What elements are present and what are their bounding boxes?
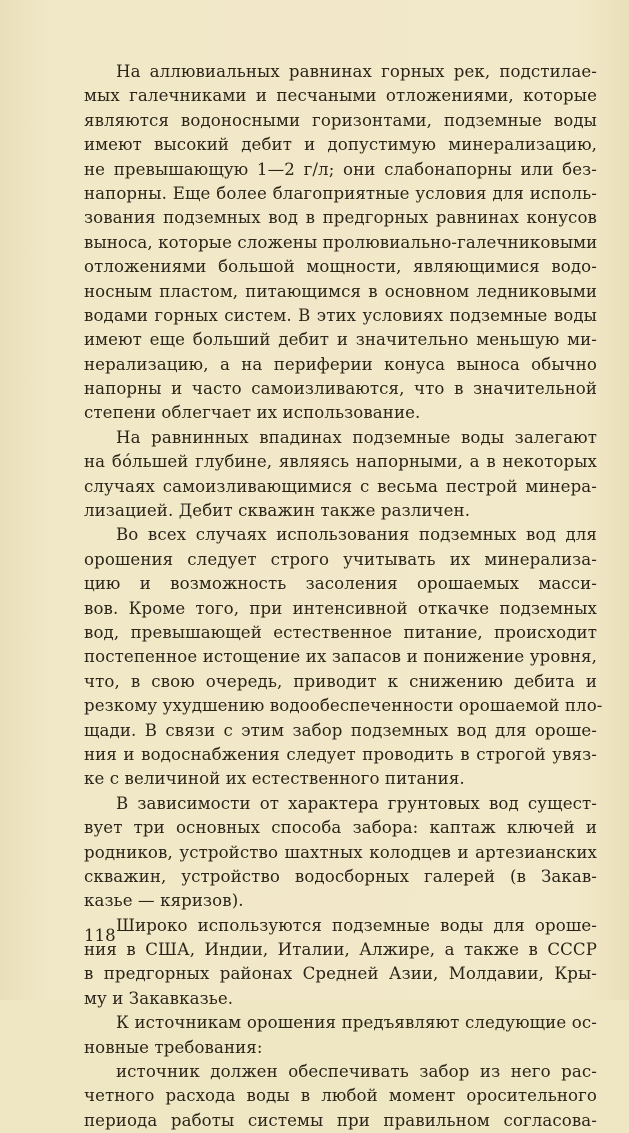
text-line: орошения следует строго учитывать их минерализа- xyxy=(84,549,597,569)
text-line: ния и водоснабжения следует проводить в строгой увяз- xyxy=(84,744,597,764)
text-line: являются водоносными горизонтами, подземные воды xyxy=(84,110,597,130)
text-line: вод, превышающей естественное питание, происходит xyxy=(84,622,597,642)
text-line: нерализацию, а на периферии конуса выноса обычно xyxy=(84,354,597,374)
text-line: ке с величиной их естественного питания. xyxy=(84,769,465,789)
text-line: щади. В связи с этим забор подземных вод для ороше- xyxy=(84,720,597,740)
text-line: напорны. Еще более благоприятные условия для исполь- xyxy=(84,183,597,203)
text-line: водами горных систем. В этих условиях подземные воды xyxy=(84,305,597,325)
text-line: Широко используются подземные воды для ороше- xyxy=(116,915,597,935)
text-line: В зависимости от характера грунтовых вод сущест- xyxy=(116,793,597,813)
text-line: цию и возможность засоления орошаемых масси- xyxy=(84,574,597,594)
text-line: четного расхода воды в любой момент оросительного xyxy=(84,1086,597,1106)
text-line: ния в США, Индии, Италии, Алжире, а также в СССР xyxy=(84,940,597,960)
text-line: На равнинных впадинах подземные воды залегают xyxy=(116,427,597,447)
text-line: случаях самоизливающимися с весьма пестрой минера- xyxy=(84,476,597,496)
body-text xyxy=(84,60,603,1133)
text-line: в предгорных районах Средней Азии, Молдавии, Кры- xyxy=(84,964,597,984)
text-line: носным пластом, питающимся в основном ледниковыми xyxy=(84,281,597,301)
text-line: лизацией. Дебит скважин также различен. xyxy=(84,501,471,521)
text-line: На аллювиальных равнинах горных рек, подстилае- xyxy=(116,62,597,81)
text-line: родников, устройство шахтных колодцев и артезианских xyxy=(84,842,597,862)
text-line: имеют еще больший дебит и значительно меньшую ми- xyxy=(84,330,597,350)
text-line: новные требования: xyxy=(84,1037,263,1057)
text-line: мых галечниками и песчаными отложениями, которые xyxy=(84,86,597,106)
text-line: периода работы системы при правильном согласова- xyxy=(84,1110,597,1130)
text-line: казье — кяризов). xyxy=(84,891,244,911)
text-line: му и Закавказье. xyxy=(84,988,234,1008)
text-line: источник должен обеспечивать забор из него рас- xyxy=(116,1062,597,1082)
page-number: 118 xyxy=(84,926,116,945)
text-line: степени облегчает их использование. xyxy=(84,403,421,423)
text-line: что, в свою очередь, приводит к снижению дебита и xyxy=(84,671,597,691)
text-line: отложениями большой мощности, являющимися водо- xyxy=(84,257,597,277)
text-line: вов. Кроме того, при интенсивной откачке подземных xyxy=(84,598,597,618)
text-line: выноса, которые сложены пролювиально-галечниковыми xyxy=(84,232,598,252)
text-line: имеют высокий дебит и допустимую минерализацию, xyxy=(84,135,597,155)
text-line: напорны и часто самоизливаются, что в значительной xyxy=(84,379,597,399)
text-line: Во всех случаях использования подземных вод для xyxy=(116,525,597,545)
text-line: зования подземных вод в предгорных равнинах конусов xyxy=(84,208,597,228)
text-line: не превышающую 1—2 г/л; они слабонапорны или без- xyxy=(84,159,597,179)
text-line: вует три основных способа забора: каптаж ключей и xyxy=(84,818,597,838)
text-line: К источникам орошения предъявляют следующие ос- xyxy=(116,1013,597,1033)
text-line: на бóльшей глубине, являясь напорными, а в некоторых xyxy=(84,452,597,472)
text-line: резкому ухудшению водообеспеченности орошаемой пло- xyxy=(84,696,603,716)
text-line: скважин, устройство водосборных галерей (в Закав- xyxy=(84,866,597,886)
text-line: постепенное истощение их запасов и понижение уровня, xyxy=(84,647,597,667)
